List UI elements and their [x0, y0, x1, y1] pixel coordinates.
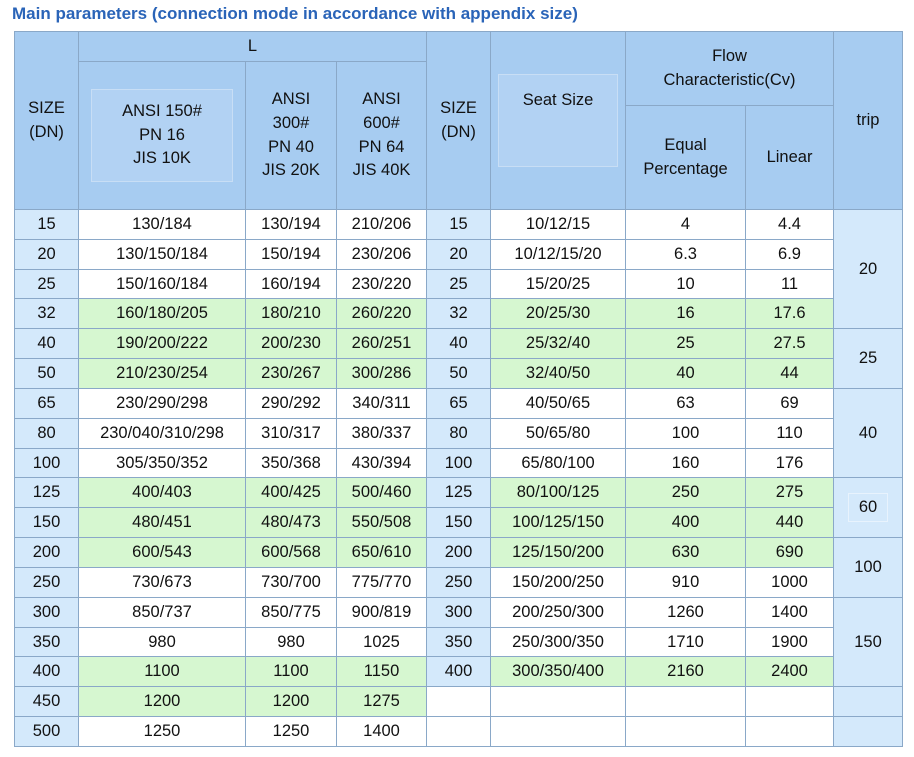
table-row: [15, 359, 903, 389]
table-row: [15, 210, 903, 240]
table-row: [15, 538, 903, 568]
trip-value: 40: [858, 423, 878, 442]
cell-linear: 2400: [746, 657, 834, 687]
cell-ansi150: 230/290/298: [79, 388, 246, 418]
cell-linear: 1400: [746, 597, 834, 627]
cell-ansi600: 1400: [337, 717, 427, 747]
cell-ansi600: 260/251: [337, 329, 427, 359]
cell-equal-percentage: 1710: [626, 627, 746, 657]
table-row: [15, 418, 903, 448]
cell-size-dn-2: 100: [427, 448, 491, 478]
cell-size-dn-2: 200: [427, 538, 491, 568]
header-ansi300: ANSI 300# PN 40 JIS 20K: [246, 62, 337, 210]
table-row: [15, 478, 903, 508]
cell-size-dn: 25: [15, 269, 79, 299]
cell-size-dn: 350: [15, 627, 79, 657]
cell-linear: 17.6: [746, 299, 834, 329]
cell-size-dn: 40: [15, 329, 79, 359]
cell-size-dn: 50: [15, 359, 79, 389]
cell-ansi600: 1275: [337, 687, 427, 717]
cell-size-dn: 500: [15, 717, 79, 747]
cell-size-dn: 15: [15, 210, 79, 240]
cell-ansi600: 230/220: [337, 269, 427, 299]
cell-size-dn: 200: [15, 538, 79, 568]
cell-linear: 690: [746, 538, 834, 568]
cell-ansi600: 380/337: [337, 418, 427, 448]
cell-trip: [834, 329, 903, 389]
cell-ansi600: 430/394: [337, 448, 427, 478]
cell-ansi150: 190/200/222: [79, 329, 246, 359]
cell-ansi150: 980: [79, 627, 246, 657]
cell-ansi300: 1200: [246, 687, 337, 717]
header-seat-size: Seat Size: [491, 32, 626, 210]
cell-equal-percentage: 2160: [626, 657, 746, 687]
cell-size-dn-2: 15: [427, 210, 491, 240]
cell-equal-percentage: 630: [626, 538, 746, 568]
trip-value: 100: [854, 557, 882, 576]
cell-size-dn: 80: [15, 418, 79, 448]
cell-ansi600: 550/508: [337, 508, 427, 538]
cell-seat-size: 200/250/300: [491, 597, 626, 627]
cell-seat-size: 15/20/25: [491, 269, 626, 299]
cell-seat-size: 10/12/15/20: [491, 239, 626, 269]
cell-ansi300: 400/425: [246, 478, 337, 508]
header-flow-characteristic: Flow Characteristic(Cv): [626, 32, 834, 106]
cell-ansi150: 210/230/254: [79, 359, 246, 389]
cell-ansi300: 290/292: [246, 388, 337, 418]
cell-ansi300: 980: [246, 627, 337, 657]
header-size-2: SIZE (DN): [427, 32, 491, 210]
cell-size-dn: 300: [15, 597, 79, 627]
cell-seat-size: 25/32/40: [491, 329, 626, 359]
cell-ansi150: 480/451: [79, 508, 246, 538]
trip-value: 25: [858, 349, 878, 368]
cell-ansi600: 1025: [337, 627, 427, 657]
cell-size-dn-2: [427, 717, 491, 747]
cell-ansi300: 160/194: [246, 269, 337, 299]
cell-ansi150: 850/737: [79, 597, 246, 627]
cell-trip: [834, 388, 903, 477]
cell-linear: 6.9: [746, 239, 834, 269]
cell-ansi150: 400/403: [79, 478, 246, 508]
cell-size-dn-2: 25: [427, 269, 491, 299]
cell-ansi150: 150/160/184: [79, 269, 246, 299]
table-caption: Main parameters (connection mode in accordance with appendix size): [12, 4, 578, 23]
cell-ansi600: 775/770: [337, 567, 427, 597]
cell-equal-percentage: 63: [626, 388, 746, 418]
cell-trip: [834, 478, 903, 538]
table-row: [15, 687, 903, 717]
cell-ansi150: 600/543: [79, 538, 246, 568]
cell-ansi600: 300/286: [337, 359, 427, 389]
header-ansi600: ANSI 600# PN 64 JIS 40K: [337, 62, 427, 210]
cell-seat-size: 20/25/30: [491, 299, 626, 329]
cell-seat-size: 32/40/50: [491, 359, 626, 389]
cell-seat-size: 100/125/150: [491, 508, 626, 538]
table-row: [15, 567, 903, 597]
cell-linear: 176: [746, 448, 834, 478]
cell-size-dn: 150: [15, 508, 79, 538]
cell-linear: 275: [746, 478, 834, 508]
cell-equal-percentage: [626, 717, 746, 747]
cell-seat-size: 125/150/200: [491, 538, 626, 568]
cell-linear: [746, 717, 834, 747]
cell-ansi600: 650/610: [337, 538, 427, 568]
cell-linear: 69: [746, 388, 834, 418]
cell-ansi300: 200/230: [246, 329, 337, 359]
cell-ansi300: 730/700: [246, 567, 337, 597]
cell-equal-percentage: 6.3: [626, 239, 746, 269]
cell-size-dn-2: 250: [427, 567, 491, 597]
cell-ansi150: 1200: [79, 687, 246, 717]
cell-size-dn-2: 20: [427, 239, 491, 269]
cell-linear: 1900: [746, 627, 834, 657]
cell-size-dn-2: 40: [427, 329, 491, 359]
parameters-table: [14, 31, 903, 747]
header-linear: Linear: [746, 106, 834, 210]
table-row: [15, 269, 903, 299]
cell-linear: 44: [746, 359, 834, 389]
header-L: L: [79, 32, 427, 62]
cell-size-dn-2: 50: [427, 359, 491, 389]
table-row: [15, 717, 903, 747]
cell-size-dn-2: 350: [427, 627, 491, 657]
table-row: [15, 627, 903, 657]
cell-linear: 440: [746, 508, 834, 538]
cell-size-dn: 450: [15, 687, 79, 717]
cell-seat-size: 50/65/80: [491, 418, 626, 448]
cell-ansi150: 160/180/205: [79, 299, 246, 329]
cell-ansi300: 480/473: [246, 508, 337, 538]
cell-size-dn: 125: [15, 478, 79, 508]
cell-equal-percentage: 250: [626, 478, 746, 508]
header-equal-percentage: Equal Percentage: [626, 106, 746, 210]
table-row: [15, 239, 903, 269]
cell-seat-size: [491, 687, 626, 717]
cell-seat-size: 40/50/65: [491, 388, 626, 418]
cell-size-dn-2: 65: [427, 388, 491, 418]
cell-ansi150: 305/350/352: [79, 448, 246, 478]
cell-seat-size: 250/300/350: [491, 627, 626, 657]
cell-ansi300: 230/267: [246, 359, 337, 389]
cell-size-dn: 65: [15, 388, 79, 418]
cell-size-dn: 32: [15, 299, 79, 329]
cell-linear: 110: [746, 418, 834, 448]
cell-ansi300: 850/775: [246, 597, 337, 627]
cell-ansi300: 350/368: [246, 448, 337, 478]
cell-ansi300: 600/568: [246, 538, 337, 568]
trip-value: 20: [858, 259, 878, 278]
cell-ansi300: 150/194: [246, 239, 337, 269]
cell-ansi300: 180/210: [246, 299, 337, 329]
table-row: [15, 329, 903, 359]
cell-size-dn: 250: [15, 567, 79, 597]
cell-ansi150: 1250: [79, 717, 246, 747]
cell-linear: 11: [746, 269, 834, 299]
cell-ansi600: 210/206: [337, 210, 427, 240]
header-size: SIZE (DN): [15, 32, 79, 210]
cell-seat-size: 150/200/250: [491, 567, 626, 597]
header-ansi150: ANSI 150# PN 16 JIS 10K: [79, 62, 246, 210]
header-trip: trip: [834, 32, 903, 210]
cell-seat-size: [491, 717, 626, 747]
cell-linear: 27.5: [746, 329, 834, 359]
cell-size-dn-2: 32: [427, 299, 491, 329]
cell-size-dn-2: [427, 687, 491, 717]
cell-ansi150: 130/184: [79, 210, 246, 240]
table-row: [15, 657, 903, 687]
cell-equal-percentage: [626, 687, 746, 717]
cell-linear: [746, 687, 834, 717]
table-row: [15, 448, 903, 478]
cell-ansi150: 230/040/310/298: [79, 418, 246, 448]
cell-equal-percentage: 40: [626, 359, 746, 389]
cell-ansi300: 1100: [246, 657, 337, 687]
cell-size-dn-2: 150: [427, 508, 491, 538]
cell-equal-percentage: 100: [626, 418, 746, 448]
cell-equal-percentage: 4: [626, 210, 746, 240]
cell-ansi600: 1150: [337, 657, 427, 687]
cell-seat-size: 10/12/15: [491, 210, 626, 240]
cell-ansi600: 900/819: [337, 597, 427, 627]
cell-size-dn-2: 300: [427, 597, 491, 627]
cell-ansi150: 730/673: [79, 567, 246, 597]
trip-value: 150: [854, 632, 882, 651]
cell-equal-percentage: 910: [626, 567, 746, 597]
cell-size-dn-2: 125: [427, 478, 491, 508]
cell-seat-size: 80/100/125: [491, 478, 626, 508]
cell-trip: [834, 687, 903, 717]
cell-trip: [834, 210, 903, 329]
table-row: [15, 388, 903, 418]
cell-trip: [834, 538, 903, 598]
cell-ansi150: 130/150/184: [79, 239, 246, 269]
cell-seat-size: 65/80/100: [491, 448, 626, 478]
cell-ansi300: 310/317: [246, 418, 337, 448]
cell-ansi600: 340/311: [337, 388, 427, 418]
cell-equal-percentage: 1260: [626, 597, 746, 627]
cell-ansi300: 1250: [246, 717, 337, 747]
cell-equal-percentage: 160: [626, 448, 746, 478]
cell-linear: 1000: [746, 567, 834, 597]
cell-trip: [834, 597, 903, 686]
cell-equal-percentage: 10: [626, 269, 746, 299]
cell-ansi600: 260/220: [337, 299, 427, 329]
cell-size-dn: 20: [15, 239, 79, 269]
trip-value: 60: [848, 493, 888, 522]
cell-ansi150: 1100: [79, 657, 246, 687]
table-row: [15, 299, 903, 329]
cell-size-dn-2: 400: [427, 657, 491, 687]
cell-size-dn: 100: [15, 448, 79, 478]
cell-equal-percentage: 400: [626, 508, 746, 538]
cell-equal-percentage: 25: [626, 329, 746, 359]
cell-equal-percentage: 16: [626, 299, 746, 329]
cell-seat-size: 300/350/400: [491, 657, 626, 687]
cell-ansi300: 130/194: [246, 210, 337, 240]
cell-linear: 4.4: [746, 210, 834, 240]
table-row: [15, 597, 903, 627]
table-row: [15, 508, 903, 538]
cell-size-dn-2: 80: [427, 418, 491, 448]
cell-size-dn: 400: [15, 657, 79, 687]
cell-ansi600: 500/460: [337, 478, 427, 508]
cell-ansi600: 230/206: [337, 239, 427, 269]
cell-trip: [834, 717, 903, 747]
